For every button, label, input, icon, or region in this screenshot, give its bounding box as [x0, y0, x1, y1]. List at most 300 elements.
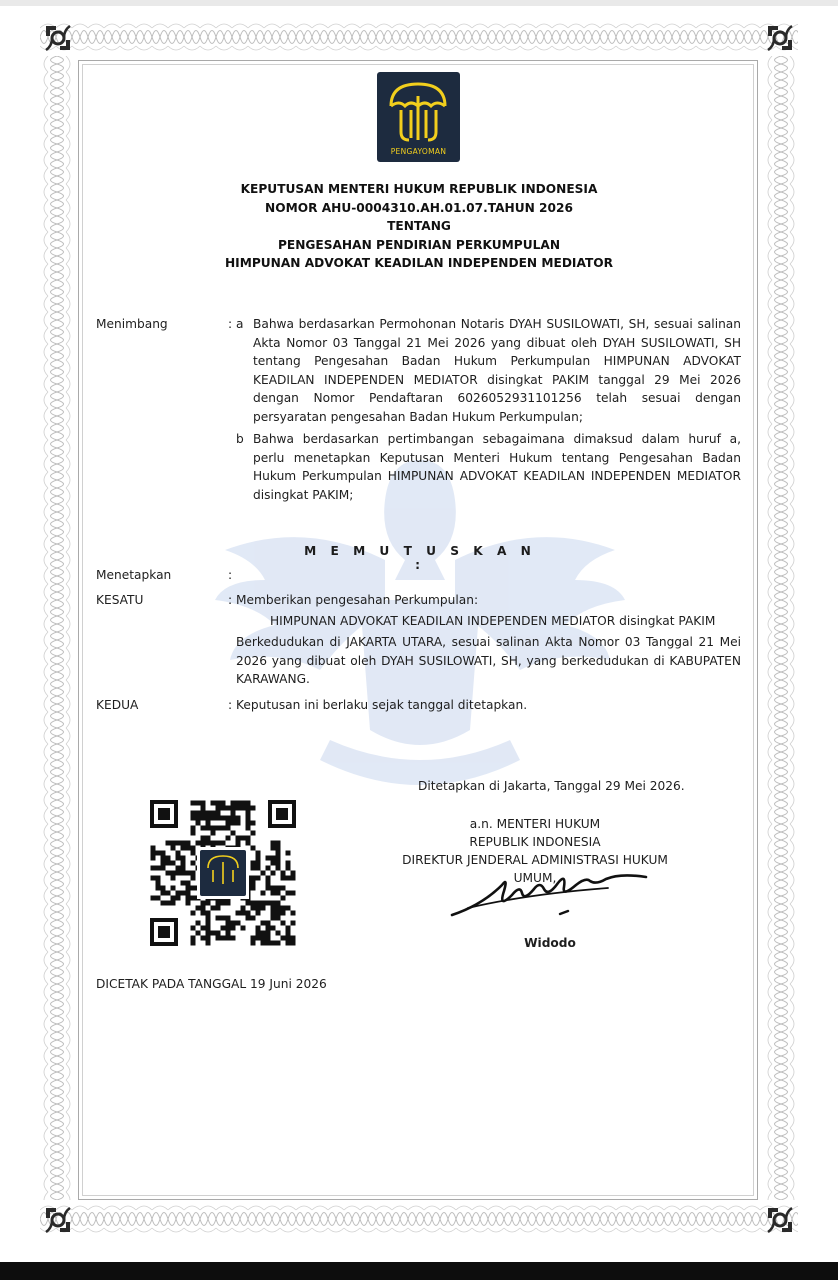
- qr-module: [261, 906, 266, 911]
- signatory-name: Widodo: [524, 936, 576, 950]
- qr-module: [166, 891, 171, 896]
- qr-module: [151, 896, 156, 901]
- qr-module: [181, 881, 186, 886]
- bottom-edge: [0, 1262, 838, 1280]
- qr-module: [216, 936, 221, 941]
- qr-module: [251, 861, 256, 866]
- corner-ornament-icon: [40, 20, 76, 56]
- menimbang-marker-a: : a: [228, 317, 244, 331]
- kedua-text: : Keputusan ini berlaku sejak tanggal ditetapkan.: [228, 698, 528, 712]
- qr-module: [161, 851, 166, 856]
- qr-module: [181, 861, 186, 866]
- qr-module: [236, 836, 241, 841]
- qr-module: [271, 856, 276, 861]
- qr-module: [286, 876, 291, 881]
- qr-module: [191, 886, 196, 891]
- qr-module: [246, 916, 251, 921]
- corner-ornament-icon: [40, 1202, 76, 1238]
- qr-module: [236, 821, 241, 826]
- qr-module: [201, 801, 206, 806]
- qr-module: [176, 856, 181, 861]
- qr-module: [246, 816, 251, 821]
- qr-module: [171, 871, 176, 876]
- qr-module: [251, 831, 256, 836]
- qr-module: [196, 921, 201, 926]
- qr-module: [256, 866, 261, 871]
- qr-module: [281, 906, 286, 911]
- qr-module: [276, 906, 281, 911]
- decorative-border-bottom: [40, 1200, 798, 1238]
- corner-ornament-icon: [762, 1202, 798, 1238]
- qr-module: [211, 801, 216, 806]
- qr-module: [191, 846, 196, 851]
- qr-module: [221, 901, 226, 906]
- qr-module: [241, 836, 246, 841]
- qr-module: [251, 806, 256, 811]
- qr-module: [276, 851, 281, 856]
- qr-module: [201, 836, 206, 841]
- qr-module: [161, 886, 166, 891]
- qr-module: [256, 931, 261, 936]
- qr-module: [216, 826, 221, 831]
- qr-module: [196, 906, 201, 911]
- top-edge: [0, 0, 838, 6]
- qr-module: [271, 886, 276, 891]
- qr-module: [216, 901, 221, 906]
- qr-module: [261, 936, 266, 941]
- qr-module: [206, 841, 211, 846]
- qr-module: [286, 861, 291, 866]
- qr-module: [276, 841, 281, 846]
- qr-module: [266, 926, 271, 931]
- qr-module: [251, 901, 256, 906]
- qr-module: [286, 936, 291, 941]
- qr-module: [266, 901, 271, 906]
- qr-module: [191, 801, 196, 806]
- qr-module: [186, 881, 191, 886]
- qr-module: [266, 856, 271, 861]
- qr-module: [226, 816, 231, 821]
- qr-module: [201, 926, 206, 931]
- qr-module: [151, 846, 156, 851]
- qr-module: [271, 841, 276, 846]
- qr-module: [276, 916, 281, 921]
- qr-module: [161, 866, 166, 871]
- qr-module: [286, 891, 291, 896]
- qr-module: [166, 871, 171, 876]
- qr-module: [271, 891, 276, 896]
- qr-module: [201, 826, 206, 831]
- qr-module: [221, 806, 226, 811]
- qr-module: [216, 801, 221, 806]
- qr-module: [211, 831, 216, 836]
- qr-module: [201, 936, 206, 941]
- qr-module: [206, 836, 211, 841]
- qr-module: [276, 941, 281, 946]
- qr-module: [241, 926, 246, 931]
- qr-module: [226, 821, 231, 826]
- decree-title: [140, 180, 698, 273]
- qr-module: [251, 846, 256, 851]
- qr-module: [156, 881, 161, 886]
- qr-module: [206, 811, 211, 816]
- qr-module: [206, 941, 211, 946]
- qr-module: [186, 891, 191, 896]
- qr-module: [261, 901, 266, 906]
- qr-module: [246, 911, 251, 916]
- qr-module: [291, 891, 296, 896]
- qr-module: [206, 821, 211, 826]
- qr-module: [161, 861, 166, 866]
- qr-module: [251, 881, 256, 886]
- qr-module: [181, 866, 186, 871]
- qr-module: [271, 906, 276, 911]
- qr-module: [196, 811, 201, 816]
- qr-module: [161, 856, 166, 861]
- qr-module: [166, 901, 171, 906]
- qr-module: [211, 841, 216, 846]
- qr-module: [276, 911, 281, 916]
- qr-module: [191, 811, 196, 816]
- qr-module: [251, 936, 256, 941]
- qr-module: [226, 936, 231, 941]
- qr-module: [156, 876, 161, 881]
- qr-module: [231, 801, 236, 806]
- qr-module: [211, 906, 216, 911]
- qr-module: [266, 931, 271, 936]
- qr-module: [286, 931, 291, 936]
- qr-module: [186, 871, 191, 876]
- qr-module: [261, 941, 266, 946]
- place-date: Ditetapkan di Jakarta, Tanggal 29 Mei 2026.: [418, 779, 685, 793]
- qr-module: [216, 806, 221, 811]
- qr-module: [266, 881, 271, 886]
- qr-module: [216, 816, 221, 821]
- qr-module: [246, 821, 251, 826]
- qr-module: [236, 816, 241, 821]
- qr-module: [201, 901, 206, 906]
- qr-module: [151, 866, 156, 871]
- qr-module: [186, 846, 191, 851]
- qr-module: [226, 921, 231, 926]
- qr-module: [191, 876, 196, 881]
- qr-module: [281, 936, 286, 941]
- qr-module: [276, 891, 281, 896]
- qr-module: [161, 901, 166, 906]
- qr-module: [246, 811, 251, 816]
- kesatu-intro: : Memberikan pengesahan Perkumpulan:: [228, 593, 479, 607]
- qr-module: [291, 936, 296, 941]
- qr-module: [271, 846, 276, 851]
- qr-module: [226, 931, 231, 936]
- qr-module: [191, 816, 196, 821]
- qr-module: [166, 856, 171, 861]
- qr-module: [191, 871, 196, 876]
- qr-module: [216, 811, 221, 816]
- qr-module: [281, 886, 286, 891]
- qr-module: [286, 926, 291, 931]
- title-line: KEPUTUSAN MENTERI HUKUM REPUBLIK INDONESIA: [240, 182, 598, 196]
- qr-module: [251, 906, 256, 911]
- qr-module: [196, 841, 201, 846]
- qr-module: [191, 896, 196, 901]
- qr-module: [171, 861, 176, 866]
- qr-module: [211, 816, 216, 821]
- qr-module: [231, 806, 236, 811]
- qr-module: [281, 921, 286, 926]
- qr-module: [196, 931, 201, 936]
- qr-module: [171, 876, 176, 881]
- qr-module: [211, 931, 216, 936]
- qr-module: [231, 821, 236, 826]
- qr-module: [221, 826, 226, 831]
- qr-module: [276, 856, 281, 861]
- qr-module: [221, 916, 226, 921]
- qr-module: [166, 861, 171, 866]
- qr-module: [246, 806, 251, 811]
- qr-module: [256, 851, 261, 856]
- qr-module: [251, 916, 256, 921]
- qr-module: [256, 901, 261, 906]
- qr-module: [281, 876, 286, 881]
- qr-module: [176, 841, 181, 846]
- qr-module: [251, 941, 256, 946]
- qr-module: [206, 816, 211, 821]
- kesatu-detail: Berkedudukan di JAKARTA UTARA, sesuai salinan Akta Nomor 03 Tanggal 21 Mei 2026 yang dibuat oleh DYAH SUSILOWATI, SH, yang berkedudukan di KABUPATEN KARAWANG.: [236, 635, 741, 687]
- qr-module: [201, 816, 206, 821]
- qr-module: [181, 891, 186, 896]
- qr-module: [266, 936, 271, 941]
- qr-module: [236, 921, 241, 926]
- qr-module: [231, 811, 236, 816]
- signatory-an: a.n. MENTERI HUKUM: [469, 817, 601, 831]
- qr-module: [261, 871, 266, 876]
- qr-module: [246, 826, 251, 831]
- qr-module: [226, 916, 231, 921]
- qr-module: [266, 941, 271, 946]
- qr-module: [246, 841, 251, 846]
- qr-module: [256, 926, 261, 931]
- qr-module: [246, 836, 251, 841]
- qr-module: [291, 871, 296, 876]
- qr-module: [221, 801, 226, 806]
- qr-module: [206, 931, 211, 936]
- qr-module: [271, 926, 276, 931]
- corner-ornament-icon: [762, 20, 798, 56]
- qr-module: [171, 896, 176, 901]
- qr-module: [236, 801, 241, 806]
- decorative-border-top: [40, 18, 798, 56]
- qr-module: [251, 876, 256, 881]
- qr-module: [256, 856, 261, 861]
- qr-module: [271, 916, 276, 921]
- qr-module: [206, 901, 211, 906]
- signatory-country: REPUBLIK INDONESIA: [469, 835, 601, 849]
- qr-module: [271, 901, 276, 906]
- qr-module: [176, 896, 181, 901]
- qr-module: [281, 896, 286, 901]
- qr-module: [201, 806, 206, 811]
- qr-module: [171, 846, 176, 851]
- qr-module: [241, 806, 246, 811]
- signatory-position: DIREKTUR JENDERAL ADMINISTRASI HUKUM UMUM,: [402, 853, 668, 885]
- qr-module: [251, 866, 256, 871]
- qr-module: [171, 841, 176, 846]
- memutuskan-heading: M E M U T U S K A N :: [304, 544, 536, 572]
- qr-module: [201, 911, 206, 916]
- qr-module: [156, 851, 161, 856]
- decorative-border-right: [762, 56, 800, 1200]
- qr-module: [231, 816, 236, 821]
- qr-module: [196, 801, 201, 806]
- qr-module: [206, 926, 211, 931]
- logo-caption: PENGAYOMAN: [390, 147, 447, 156]
- qr-module: [226, 926, 231, 931]
- qr-module: [241, 906, 246, 911]
- qr-module: [216, 906, 221, 911]
- qr-module: [181, 846, 186, 851]
- qr-module: [246, 901, 251, 906]
- qr-module: [181, 841, 186, 846]
- qr-module: [231, 926, 236, 931]
- qr-module: [286, 851, 291, 856]
- qr-module: [166, 841, 171, 846]
- qr-module: [236, 806, 241, 811]
- qr-module: [266, 866, 271, 871]
- qr-module: [226, 901, 231, 906]
- qr-module: [241, 801, 246, 806]
- qr-module: [241, 911, 246, 916]
- qr-module: [236, 841, 241, 846]
- qr-module: [291, 921, 296, 926]
- qr-module: [226, 826, 231, 831]
- title-line: NOMOR AHU-0004310.AH.01.07.TAHUN 2026: [265, 200, 573, 215]
- qr-module: [276, 846, 281, 851]
- qr-module: [201, 811, 206, 816]
- handwritten-signature: [450, 870, 655, 920]
- qr-module: [221, 936, 226, 941]
- qr-module: [151, 856, 156, 861]
- qr-module: [181, 871, 186, 876]
- menimbang-label: Menimbang: [96, 317, 168, 331]
- qr-module: [156, 896, 161, 901]
- qr-module: [281, 911, 286, 916]
- qr-module: [171, 901, 176, 906]
- qr-code[interactable]: [150, 800, 296, 946]
- qr-module: [176, 866, 181, 871]
- qr-module: [256, 861, 261, 866]
- qr-module: [231, 831, 236, 836]
- decorative-border-left: [38, 56, 76, 1200]
- title-line: HIMPUNAN ADVOKAT KEADILAN INDEPENDEN MEDIATOR: [224, 256, 614, 270]
- qr-module: [181, 856, 186, 861]
- qr-module: [276, 931, 281, 936]
- qr-module: [256, 876, 261, 881]
- qr-module: [191, 831, 196, 836]
- qr-module: [206, 936, 211, 941]
- qr-module: [286, 866, 291, 871]
- qr-module: [221, 816, 226, 821]
- qr-module: [256, 906, 261, 911]
- qr-module: [261, 891, 266, 896]
- menimbang-marker-b: b: [236, 432, 244, 446]
- qr-module: [161, 891, 166, 896]
- qr-module: [156, 866, 161, 871]
- qr-module: [231, 921, 236, 926]
- qr-module: [291, 941, 296, 946]
- qr-module: [206, 911, 211, 916]
- qr-module: [216, 916, 221, 921]
- qr-module: [261, 931, 266, 936]
- qr-module: [251, 886, 256, 891]
- qr-module: [276, 861, 281, 866]
- qr-module: [251, 821, 256, 826]
- qr-module: [191, 936, 196, 941]
- qr-module: [256, 911, 261, 916]
- qr-module: [216, 931, 221, 936]
- qr-module: [291, 911, 296, 916]
- qr-module: [176, 871, 181, 876]
- organization-name: HIMPUNAN ADVOKAT KEADILAN INDEPENDEN MEDIATOR disingkat PAKIM: [270, 614, 716, 628]
- qr-module: [206, 921, 211, 926]
- menetapkan-colon: :: [228, 568, 233, 582]
- qr-module: [271, 911, 276, 916]
- qr-module: [221, 841, 226, 846]
- qr-module: [191, 926, 196, 931]
- qr-module: [266, 886, 271, 891]
- printed-date: DICETAK PADA TANGGAL 19 Juni 2026: [96, 977, 327, 991]
- qr-module: [186, 901, 191, 906]
- qr-module: [276, 866, 281, 871]
- qr-module: [211, 811, 216, 816]
- title-line: TENTANG: [387, 219, 451, 233]
- qr-module: [201, 841, 206, 846]
- menetapkan-label: Menetapkan: [96, 568, 172, 582]
- qr-module: [271, 861, 276, 866]
- kedua-label: KEDUA: [96, 698, 139, 712]
- qr-module: [186, 896, 191, 901]
- title-line: PENGESAHAN PENDIRIAN PERKUMPULAN: [277, 237, 561, 252]
- qr-module: [276, 886, 281, 891]
- qr-module: [231, 936, 236, 941]
- qr-module: [191, 826, 196, 831]
- qr-module: [201, 906, 206, 911]
- qr-module: [271, 871, 276, 876]
- menimbang-item-b: Bahwa berdasarkan pertimbangan sebagaimana dimaksud dalam huruf a, perlu menetapkan Keputusan Menteri Hukum tentang Pengesahan Badan Hukum Perkumpulan HIMPUNAN ADVOKAT KEADILAN INDEPENDEN MEDIATOR disingkat PAKIM;: [253, 432, 741, 502]
- qr-module: [286, 906, 291, 911]
- qr-module: [256, 936, 261, 941]
- menimbang-item-a: Bahwa berdasarkan Permohonan Notaris DYAH SUSILOWATI, SH, sesuai salinan Akta Nomor 03 Tanggal 21 Mei 2026 yang dibuat oleh DYAH SUSILOWATI, SH tentang Pengesahan Badan Hukum Perkumpulan HIMPUNAN ADVOKAT KEADILAN INDEPENDEN MEDIATOR disingkat PAKIM tanggal 29 Mei 2026 dengan Nomor Pendaftaran 6026052931101256 telah sesuai dengan persyaratan pengesahan Badan Hukum Perkumpulan;: [253, 317, 741, 424]
- qr-module: [286, 941, 291, 946]
- qr-module: [186, 886, 191, 891]
- qr-module: [216, 841, 221, 846]
- qr-module: [206, 826, 211, 831]
- qr-module: [226, 836, 231, 841]
- qr-module: [176, 891, 181, 896]
- qr-module: [266, 921, 271, 926]
- qr-module: [236, 911, 241, 916]
- qr-module: [221, 926, 226, 931]
- qr-module: [196, 816, 201, 821]
- qr-module: [291, 876, 296, 881]
- qr-module: [151, 876, 156, 881]
- qr-module: [191, 911, 196, 916]
- qr-module: [261, 921, 266, 926]
- qr-module: [186, 841, 191, 846]
- qr-module: [196, 821, 201, 826]
- qr-module: [191, 941, 196, 946]
- qr-module: [151, 851, 156, 856]
